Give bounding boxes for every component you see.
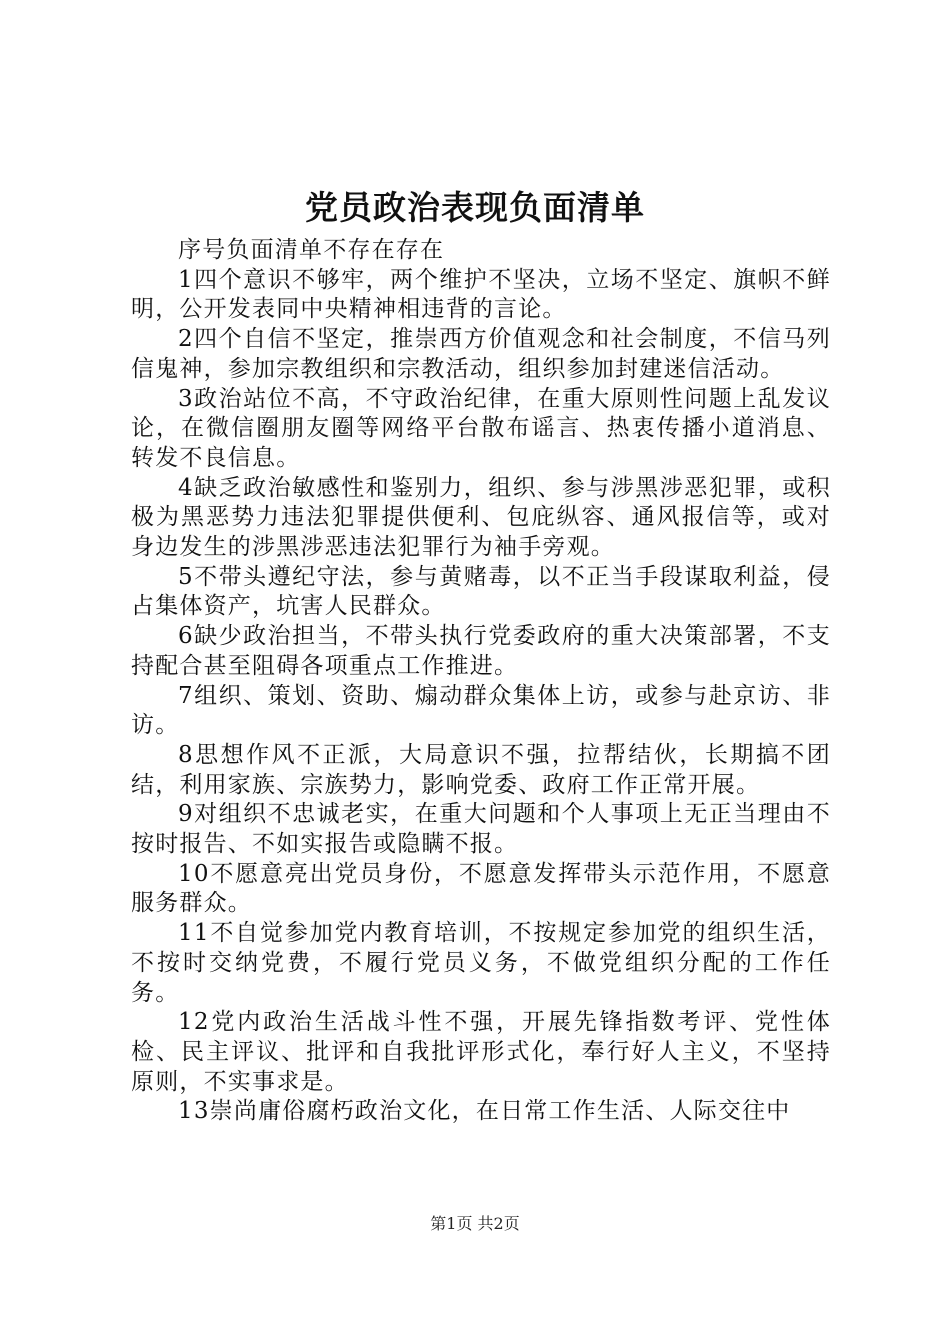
list-item: 9对组织不忠诚老实，在重大问题和个人事项上无正当理由不按时报告、不如实报告或隐瞒不报。 xyxy=(131,801,831,858)
list-item: 5不带头遵纪守法，参与黄赌毒，以不正当手段谋取利益，侵占集体资产，坑害人民群众。 xyxy=(131,563,831,620)
list-item: 6缺少政治担当，不带头执行党委政府的重大决策部署，不支持配合甚至阻碍各项重点工作推进。 xyxy=(131,623,831,679)
list-item: 2四个自信不坚定，推崇西方价值观念和社会制度，不信马列信鬼神，参加宗教组织和宗教活动，组织参加封建迷信活动。 xyxy=(131,326,831,382)
page-footer: 第1页 共2页 xyxy=(430,1214,520,1233)
list-item: 8思想作风不正派，大局意识不强，拉帮结伙，长期搞不团结，利用家族、宗族势力，影响党委、政府工作正常开展。 xyxy=(131,741,831,798)
list-item: 11不自觉参加党内教育培训，不按规定参加党的组织生活，不按时交纳党费，不履行党员义务，不做党组织分配的工作任务。 xyxy=(131,920,831,1006)
document-title: 党员政治表现负面清单 xyxy=(305,188,645,227)
paragraph-header: 序号负面清单不存在存在 xyxy=(178,237,445,263)
list-item: 7组织、策划、资助、煽动群众集体上访，或参与赴京访、非访。 xyxy=(131,682,831,739)
list-item: 3政治站位不高，不守政治纪律，在重大原则性问题上乱发议论，在微信圈朋友圈等网络平台散布谣言、热衷传播小道消息、转发不良信息。 xyxy=(131,385,831,471)
list-item: 13崇尚庸俗腐朽政治文化，在日常工作生活、人际交往中 xyxy=(178,1098,791,1125)
list-item: 10不愿意亮出党员身份，不愿意发挥带头示范作用，不愿意服务群众。 xyxy=(131,860,831,917)
list-item: 1四个意识不够牢，两个维护不坚决，立场不坚定、旗帜不鲜明，公开发表同中央精神相违背的言论。 xyxy=(131,266,831,323)
document-body xyxy=(131,236,831,1127)
list-item: 4缺乏政治敏感性和鉴别力，组织、参与涉黑涉恶犯罪，或积极为黑恶势力违法犯罪提供便利、包庇纵容、通风报信等，或对身边发生的涉黑涉恶违法犯罪行为袖手旁观。 xyxy=(131,474,831,561)
list-item: 12党内政治生活战斗性不强，开展先锋指数考评、党性体检、民主评议、批评和自我批评形式化，奉行好人主义，不坚持原则，不实事求是。 xyxy=(131,1009,831,1095)
